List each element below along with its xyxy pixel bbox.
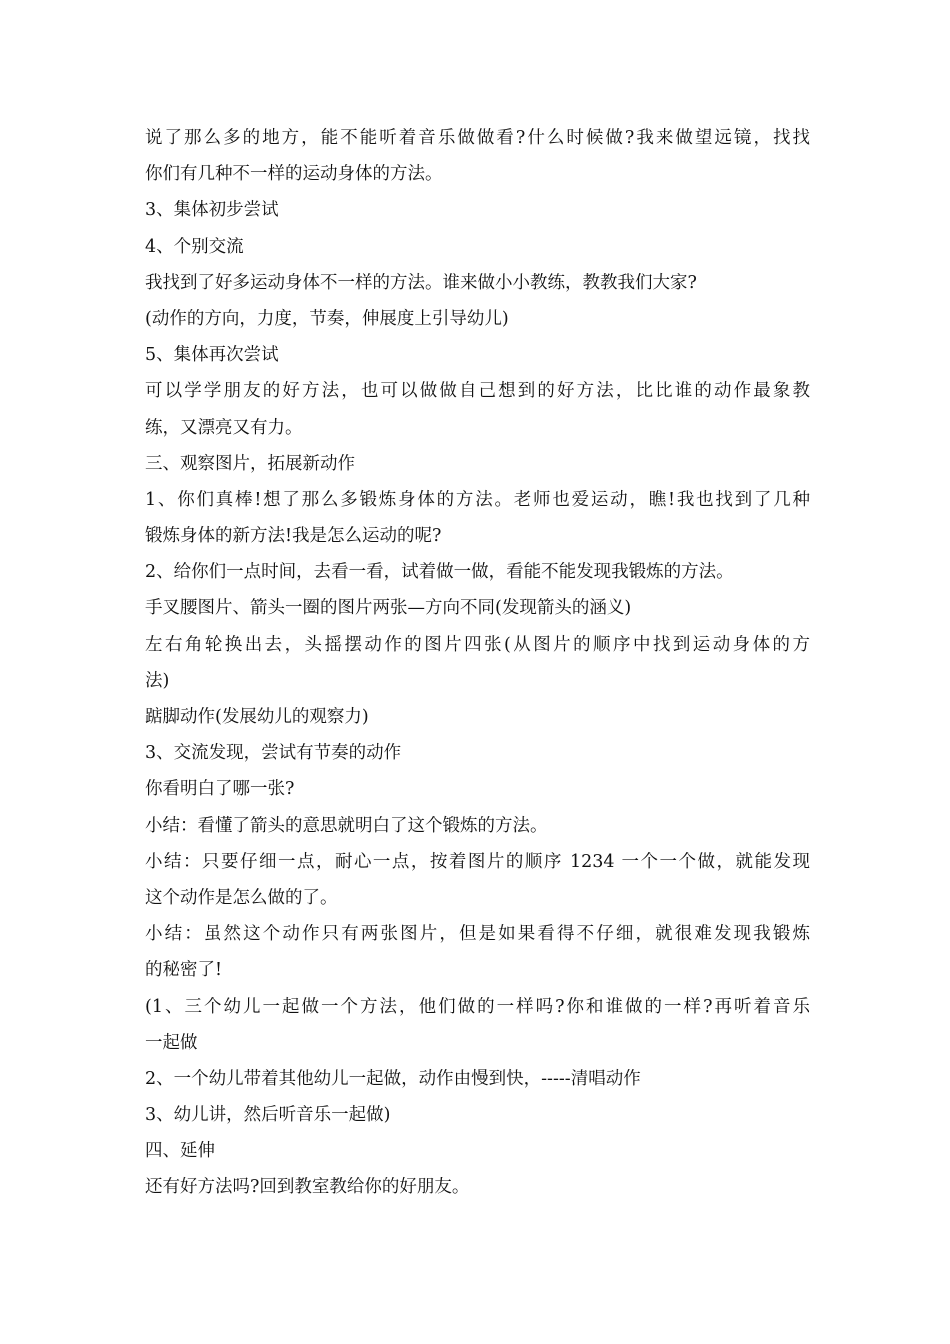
text-line: 可以学学朋友的好方法，也可以做做自己想到的好方法，比比谁的动作最象教: [145, 381, 810, 402]
text-line: 3、幼儿讲，然后听音乐一起做): [145, 1105, 391, 1126]
text-line: 还有好方法吗?回到教室教给你的好朋友。: [145, 1177, 470, 1198]
text-line: 一起做: [145, 1032, 198, 1053]
text-line: 手叉腰图片、箭头一圈的图片两张—方向不同(发现箭头的涵义): [145, 598, 632, 619]
text-line: 2、一个幼儿带着其他幼儿一起做，动作由慢到快，-----清唱动作: [145, 1068, 641, 1089]
text-line: 踮脚动作(发展幼儿的观察力): [145, 707, 369, 727]
text-line: 四、延伸: [145, 1141, 215, 1162]
text-line: 说了那么多的地方，能不能听着音乐做做看?什么时候做?我来做望远镜，找找: [145, 128, 810, 148]
text-line: (动作的方向，力度，节奏，伸展度上引导幼儿): [145, 308, 509, 329]
document-body: [145, 120, 810, 1206]
text-line: 三、观察图片，拓展新动作: [145, 453, 355, 474]
text-line: 你看明白了哪一张?: [145, 779, 295, 800]
text-line: 小结：看懂了箭头的意思就明白了这个锻炼的方法。: [145, 815, 548, 836]
text-line: 2、给你们一点时间，去看一看，试着做一做，看能不能发现我锻炼的方法。: [145, 562, 734, 583]
text-line: 法): [145, 670, 170, 691]
text-line: 练，又漂亮又有力。: [145, 417, 303, 438]
text-line: 4、个别交流: [145, 236, 244, 257]
text-line: 的秘密了!: [145, 960, 223, 981]
text-line: (1、三个幼儿一起做一个方法，他们做的一样吗?你和谁做的一样?再听着音乐: [145, 996, 810, 1017]
text-line: 3、交流发现，尝试有节奏的动作: [145, 743, 402, 764]
text-line: 1、你们真棒!想了那么多锻炼身体的方法。老师也爱运动，瞧!我也找到了几种: [145, 489, 810, 510]
text-line: 小结：虽然这个动作只有两张图片，但是如果看得不仔细，就很难发现我锻炼: [145, 924, 810, 945]
text-line: 这个动作是怎么做的了。: [145, 887, 338, 908]
text-line: 我找到了好多运动身体不一样的方法。谁来做小小教练，教教我们大家?: [145, 272, 697, 293]
text-line: 小结：只要仔细一点，耐心一点，按着图片的顺序 1234 一个一个做，就能发现: [145, 851, 810, 872]
text-line: 3、集体初步尝试: [145, 200, 279, 221]
text-line: 5、集体再次尝试: [145, 345, 279, 366]
text-line: 锻炼身体的新方法!我是怎么运动的呢?: [145, 526, 442, 547]
text-line: 你们有几种不一样的运动身体的方法。: [145, 164, 443, 185]
text-line: 左右角轮换出去，头摇摆动作的图片四张(从图片的顺序中找到运动身体的方: [145, 634, 810, 655]
